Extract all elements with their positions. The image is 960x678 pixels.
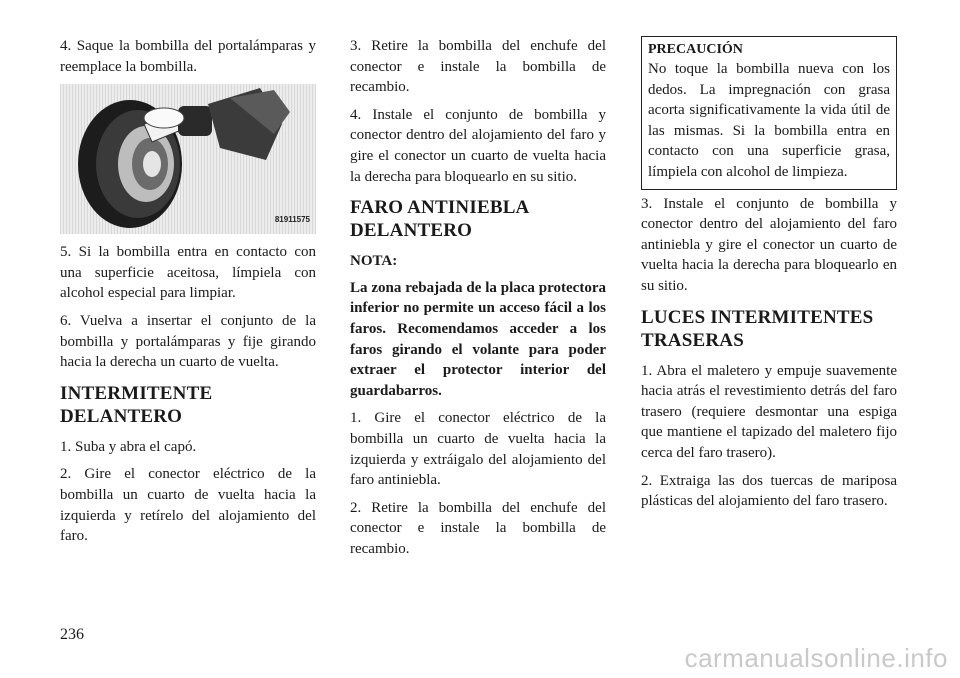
paragraph: 1. Suba y abra el capó. xyxy=(60,438,197,455)
paragraph: 3. Retire la bombilla del enchufe del conector e instale la bombilla de recambio. xyxy=(350,38,606,96)
paragraph: 1. Abra el maletero y empuje suavemente hacia atrás el revestimiento detrás del faro trasero (requiere desmontar una espiga que mantiene el tapizado del maletero fijo cerca del faro trasero). xyxy=(641,362,897,461)
note-label: NOTA: xyxy=(350,253,398,270)
paragraph: 4. Instale el conjunto de bombilla y conector dentro del alojamiento del faro y gire el conector un cuarto de vuelta hacia la derecha para bloquearlo en su sitio. xyxy=(350,106,606,185)
section-heading: FARO ANTINIEBLA DELANTERO xyxy=(350,197,529,242)
column-right xyxy=(641,36,897,519)
paragraph: 2. Gire el conector eléctrico de la bombilla un cuarto de vuelta hacia la izquierda y retírelo del alojamiento del faro. xyxy=(60,466,316,545)
column-middle xyxy=(350,36,606,566)
bulb-illustration xyxy=(60,84,316,234)
section-heading: INTERMITENTE DELANTERO xyxy=(60,382,213,427)
paragraph: 2. Retire la bombilla del enchufe del conector e instale la bombilla de recambio. xyxy=(350,499,606,557)
caution-box xyxy=(641,36,897,190)
watermark: carmanualsonline.info xyxy=(684,643,948,673)
page-number: 236 xyxy=(60,626,84,643)
paragraph: 2. Extraiga las dos tuercas de mariposa plásticas del alojamiento del faro trasero. xyxy=(641,472,897,510)
paragraph: 1. Gire el conector eléctrico de la bombilla un cuarto de vuelta hacia la izquierda y extráigalo del alojamiento del faro antiniebla. xyxy=(350,410,606,489)
column-left xyxy=(60,36,316,554)
caution-text: No toque la bombilla nueva con los dedos. La impregnación con grasa acorta significativamente la vida útil de las mismas. Si la bombilla entra en contacto con una superficie grasa, límpiela con alcohol de limpieza. xyxy=(648,61,890,180)
paragraph: 4. Saque la bombilla del portalámparas y reemplace la bombilla. xyxy=(60,38,316,75)
section-heading: LUCES INTERMITENTES TRASERAS xyxy=(641,306,874,351)
caution-title: PRECAUCIÓN xyxy=(648,42,743,57)
paragraph: 6. Vuelva a insertar el conjunto de la bombilla y portalámparas y fije girando hacia la derecha un cuarto de vuelta. xyxy=(60,312,316,371)
paragraph: 3. Instale el conjunto de bombilla y conector dentro del alojamiento del faro antiniebla y gire el conector un cuarto de vuelta hacia la derecha para bloquearlo en su sitio. xyxy=(641,195,897,294)
figure-code: 81911575 xyxy=(274,214,310,224)
paragraph: 5. Si la bombilla entra en contacto con una superficie aceitosa, límpiela con alcohol especial para limpiar. xyxy=(60,244,316,302)
note-text: La zona rebajada de la placa protectora inferior no permite un acceso fácil a los faros. Recomendamos acceder a los faros girando el volante para poder extraer el protector interior del guardabarros. xyxy=(350,279,606,399)
